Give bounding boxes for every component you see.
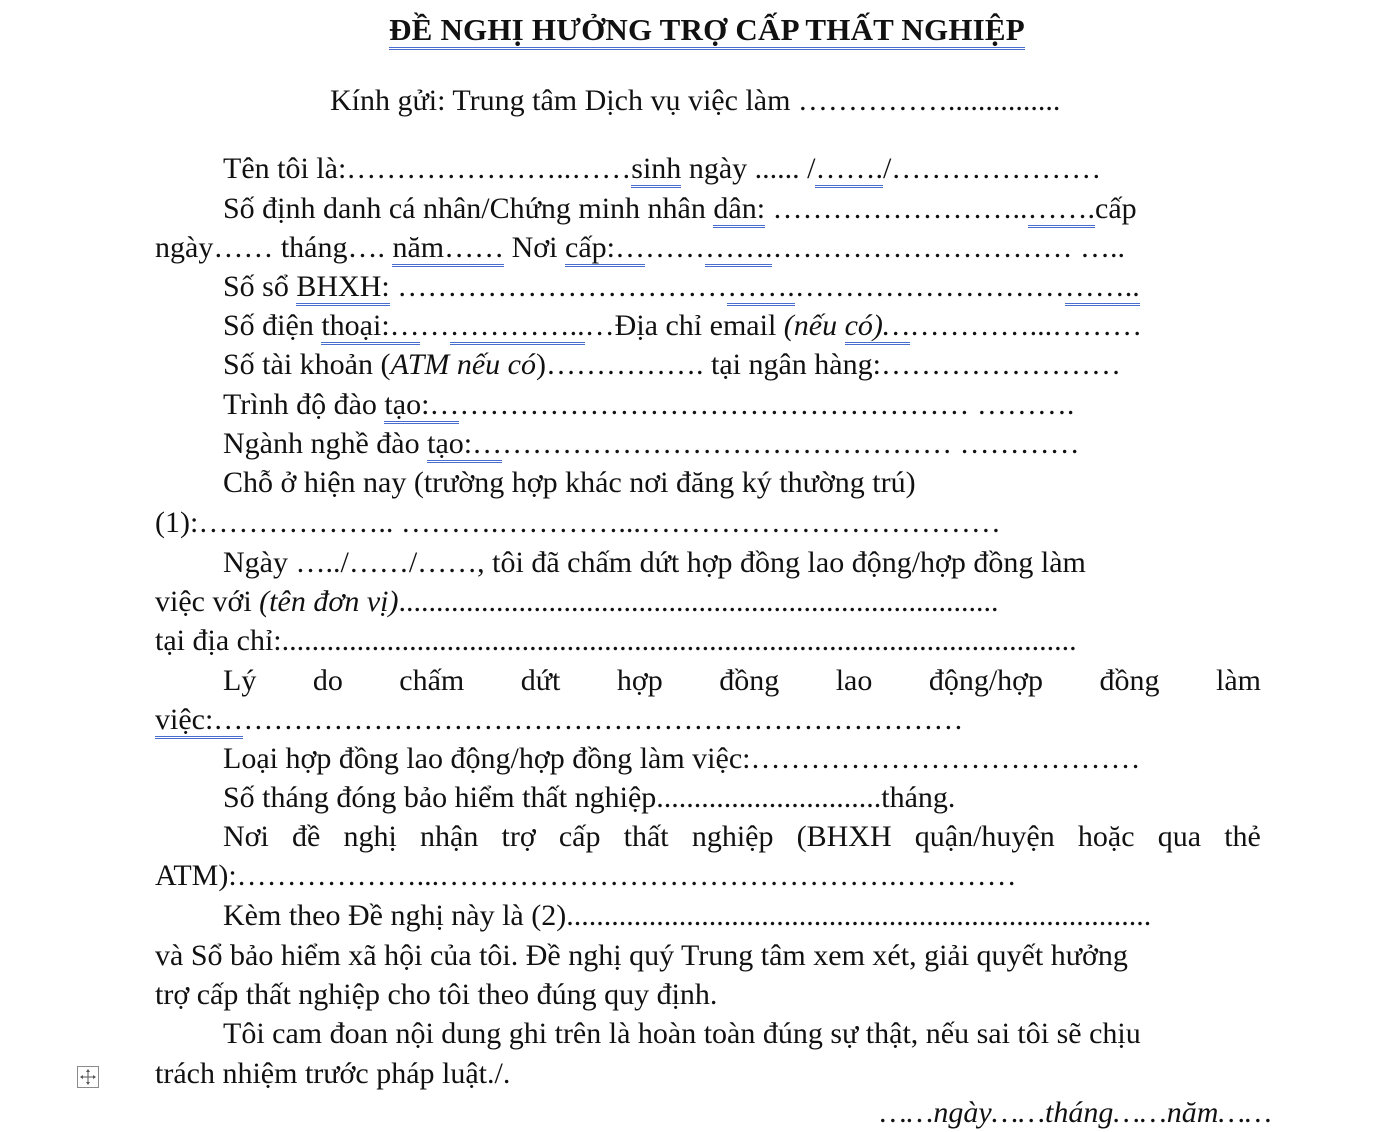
termination-date-field: Ngày …../……/……, tôi đã chấm dứt hợp đồng lao động/hợp đồng làm xyxy=(223,546,1086,579)
contract-type-field: Loại hợp đồng lao động/hợp đồng làm việc:………………………………… xyxy=(223,742,1141,775)
move-arrows-icon[interactable] xyxy=(77,1066,99,1088)
residence-field: (1):……………….. ……….…………...……………………………… xyxy=(155,506,1001,539)
recipient-line: Kính gửi: Trung tâm Dịch vụ việc làm ……………............... xyxy=(330,84,1061,117)
attachment-text-line-2: và Sổ bảo hiểm xã hội của tôi. Đề nghị quý Trung tâm xem xét, giải quyết hưởng xyxy=(155,939,1128,972)
residence-label: Chỗ ở hiện nay (trường hợp khác nơi đăng ký thường trú) xyxy=(223,466,916,499)
issue-date-field: ngày…… tháng…. năm…… Nơi cấp:…………….………………………… ….. xyxy=(155,229,1125,267)
insurance-months-field: Số tháng đóng bảo hiểm thất nghiệp..............................tháng. xyxy=(223,781,956,814)
signature-date-line: ……ngày……tháng……năm…… xyxy=(880,1096,1272,1129)
termination-reason-label: Lý do chấm dứt hợp đồng lao động/hợp đồng làm xyxy=(223,664,1261,697)
employer-address-field: tại địa chỉ:.......................................................................................................... xyxy=(155,624,1077,657)
benefit-place-field: ATM):………………...……………………………………….………… xyxy=(155,859,1017,892)
bhxh-number-field: Số sổ BHXH: ………………………………….…………………………….. xyxy=(223,268,1140,306)
education-level-field: Trình độ đào tạo:……………………………………………… ………. xyxy=(223,386,1074,424)
name-field: Tên tôi là:…………………..……sinh ngày ...... /……./………………… xyxy=(223,150,1101,188)
id-number-field: Số định danh cá nhân/Chứng minh nhân dân: ……………………..…….cấp xyxy=(223,190,1137,228)
phone-email-field: Số điện thoại:………………..…Địa chỉ email (nếu có)……………...……… xyxy=(223,307,1142,345)
employer-field: việc với (tên đơn vị)................................................................................ xyxy=(155,585,999,618)
attachment-text-line-3: trợ cấp thất nghiệp cho tôi theo đúng quy định. xyxy=(155,978,718,1011)
training-major-field: Ngành nghề đào tạo:………………………………………… ………… xyxy=(223,425,1080,463)
pledge-text-line-2: trách nhiệm trước pháp luật./. xyxy=(155,1057,511,1090)
attachment-field: Kèm theo Đề nghị này là (2).............................................................................. xyxy=(223,899,1152,932)
bank-account-field: Số tài khoản (ATM nếu có)……………. tại ngân hàng:…………………… xyxy=(223,348,1121,381)
pledge-text-line-1: Tôi cam đoan nội dung ghi trên là hoàn toàn đúng sự thật, nếu sai tôi sẽ chịu xyxy=(223,1017,1141,1050)
document-title: ĐỀ NGHỊ HƯỞNG TRỢ CẤP THẤT NGHIỆP xyxy=(0,10,1384,50)
termination-reason-field: việc:………………………………………………………………… xyxy=(155,701,963,739)
benefit-place-label: Nơi đề nghị nhận trợ cấp thất nghiệp (BHXH quận/huyện hoặc qua thẻ xyxy=(223,820,1261,853)
